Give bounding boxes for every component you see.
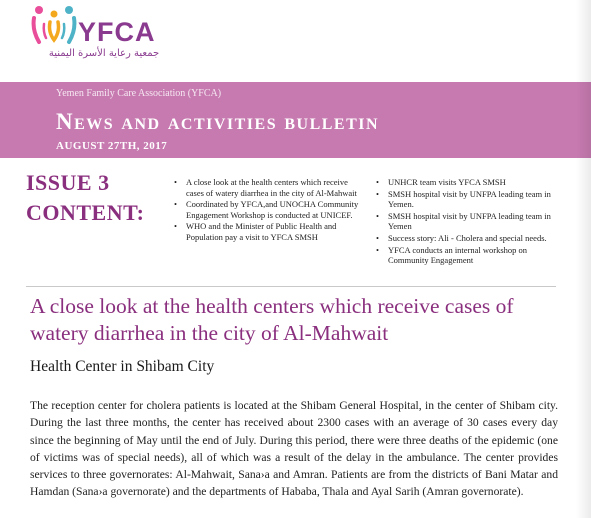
- content-label: CONTENT:: [26, 200, 145, 225]
- family-figures-icon: [30, 4, 78, 48]
- article-body: The reception center for cholera patients is located at the Shibam General Hospital, in the center of Shibam city. During the last three months, the center has received about 2300 cases with an average of 30 cases every day since the beginning of May until the end of July. During this period, there were three deaths of the epidemic (one of victims was of special needs), all of which was a result of the delay in the ambulance. The center provides services to three governorates: Al-Mahwait, Sana›a and Amran. Patients are from the districts of Bani Matar and Hamdan (Sana›a governorate) and the departments of Hababa, Thala and Ayal Sarih (Amran governorate).: [30, 399, 558, 499]
- logo-wordmark: YFCA: [78, 17, 156, 47]
- issue-heading: [26, 168, 164, 234]
- contents-item[interactable]: • Success story: Ali - Cholera and special needs.: [376, 232, 547, 243]
- logo-arabic-name: جمعية رعاية الأسرة اليمنية: [48, 48, 160, 59]
- bulletin-banner: [0, 82, 591, 158]
- article-headline: A close look at the health centers which receive cases of watery diarrhea in the city of Al-Mahwait: [30, 294, 514, 345]
- bullet-icon: •: [376, 177, 379, 187]
- contents-item[interactable]: • YFCA conducts an internal workshop on Community Engagement: [376, 244, 528, 266]
- contents-item[interactable]: • Coordinated by YFCA,and UNOCHA Community Engagement Workshop is conducted at UNICEF.: [174, 199, 359, 220]
- issue-number: ISSUE 3: [26, 170, 110, 195]
- contents-item[interactable]: • UNHCR team visits YFCA SMSH: [376, 177, 506, 187]
- contents-column-2: [372, 177, 568, 267]
- section-divider: [26, 286, 556, 287]
- contents-item[interactable]: • A close look at the health centers which receive cases of watery diarrhea in the city of Al-Mahwait: [174, 177, 357, 198]
- contents-item[interactable]: • SMSH hospital visit by UNFPA leading team in Yemen: [376, 210, 551, 232]
- bullet-icon: •: [174, 221, 177, 232]
- bullet-icon: •: [376, 188, 379, 199]
- article-subheading: Health Center in Shibam City: [30, 358, 215, 375]
- contents-column-1: [170, 177, 366, 244]
- bullet-icon: •: [376, 210, 379, 221]
- contents-item[interactable]: • WHO and the Minister of Public Health and Population pay a visit to YFCA SMSH: [174, 221, 337, 242]
- bullet-icon: •: [376, 232, 379, 243]
- bullet-icon: •: [174, 177, 177, 187]
- contents-item[interactable]: • SMSH hospital visit by UNFPA leading team in Yemen.: [376, 188, 551, 210]
- page-edge-shadow: [576, 0, 591, 518]
- bullet-icon: •: [174, 199, 177, 210]
- bullet-icon: •: [376, 244, 379, 255]
- bulletin-title: News and activities bulletin: [56, 109, 380, 134]
- yfca-logo: [30, 4, 180, 66]
- organization-name: Yemen Family Care Association (YFCA): [56, 88, 222, 99]
- bulletin-date: AUGUST 27TH, 2017: [56, 140, 168, 152]
